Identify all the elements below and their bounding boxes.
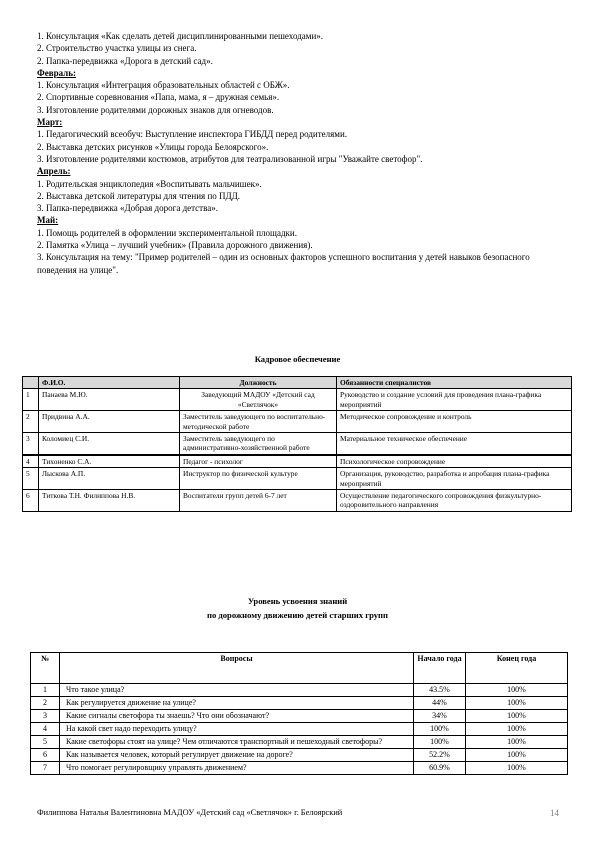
end-of-year-value: 100%: [466, 762, 568, 775]
end-of-year-value: 100%: [466, 723, 568, 736]
staff-table-header: [23, 377, 572, 389]
staff-number: 1: [23, 389, 39, 411]
plan-item: 2. Спортивные соревнования «Папа, мама, я – дружная семья».: [37, 92, 280, 103]
plan-item: 1. Педагогический всеобуч: Выступление инспектора ГИБДД перед родителями.: [37, 129, 348, 140]
knowledge-header-questions: Вопросы: [60, 653, 414, 684]
question-number: 3: [31, 710, 60, 723]
question-text: Какие светофоры стоят на улице? Чем отличаются транспортный и пешеходный светофоры?: [60, 736, 414, 749]
question-number: 2: [31, 697, 60, 710]
staff-duties: Методическое сопровождение и контроль: [337, 411, 572, 433]
staff-position: Инструктор по физической культуре: [180, 468, 337, 490]
knowledge-row: [31, 697, 568, 710]
end-of-year-value: 100%: [466, 749, 568, 762]
plan-item: 2. Памятка «Улица – лучший учебник» (Правила дорожного движения).: [37, 240, 313, 251]
staff-row: [23, 433, 572, 455]
parent-work-plan: [37, 30, 557, 276]
staff-duties: Осуществление педагогического сопровождения физкультурно-оздоровительного направления: [337, 490, 572, 512]
staff-name: Придвина А.А.: [39, 411, 180, 433]
staff-number: 2: [23, 411, 39, 433]
month-heading: Март:: [37, 117, 63, 128]
staff-section-title: Кадровое обеспечение: [254, 354, 341, 364]
knowledge-title-line2: по дорожному движению детей старших групп: [207, 610, 388, 620]
staff-row: [23, 490, 572, 512]
knowledge-row: [31, 710, 568, 723]
end-of-year-value: 100%: [466, 697, 568, 710]
start-of-year-value: 60.9%: [414, 762, 466, 775]
question-number: 4: [31, 723, 60, 736]
knowledge-row: [31, 736, 568, 749]
staff-number: 3: [23, 433, 39, 455]
staff-position: Педагог - психолог: [180, 455, 337, 468]
plan-item: 2. Выставка детской литературы для чтения по ПДД.: [37, 190, 241, 201]
staff-header-name: Ф.И.О.: [39, 377, 180, 389]
question-text: Что помогает регулировщику управлять движением?: [60, 762, 414, 775]
plan-item: 3. Изготовление родителями дорожных знаков для огневодов.: [37, 104, 274, 115]
staff-header-duties: Обязанности специалистов: [337, 377, 572, 389]
question-text: Как называется человек, который регулирует движение на дороге?: [60, 749, 414, 762]
question-number: 6: [31, 749, 60, 762]
question-text: Как регулируется движение на улице?: [60, 697, 414, 710]
month-heading: Май:: [37, 215, 59, 226]
staff-duties: Психологическое сопровождение: [337, 455, 572, 468]
start-of-year-value: 100%: [414, 736, 466, 749]
staff-number: 5: [23, 468, 39, 490]
knowledge-header-start: Начало года: [414, 653, 466, 684]
plan-item: 2. Папка-передвижка «Дорога в детский сад».: [37, 55, 213, 66]
start-of-year-value: 52.2%: [414, 749, 466, 762]
staff-position: Заместитель заведующего по административно-хозяйственной работе: [180, 433, 337, 455]
plan-item: 1. Консультация «Как сделать детей дисциплинированными пешеходами».: [37, 31, 324, 41]
question-number: 7: [31, 762, 60, 775]
month-heading: Февраль:: [37, 67, 76, 78]
knowledge-table-header: [31, 653, 568, 684]
plan-item: 1. Родительская энциклопедия «Воспитывать мальчишек».: [37, 178, 262, 189]
question-number: 5: [31, 736, 60, 749]
question-text: На какой свет надо переходить улицу?: [60, 723, 414, 736]
plan-item: 3. Изготовление родителями костюмов, атрибутов для театрализованной игры "Уважайте светофор".: [37, 153, 423, 164]
staff-position: Заведующий МАДОУ «Детский сад «Светлячок»: [180, 389, 337, 411]
staff-name: Лыскова А.П.: [39, 468, 180, 490]
staff-name: Коломиец С.И.: [39, 433, 180, 455]
plan-item: 2. Строительство участка улицы из снега.: [37, 43, 197, 54]
start-of-year-value: 44%: [414, 697, 466, 710]
staff-row: [23, 455, 572, 468]
staff-row: [23, 389, 572, 411]
plan-item: 3. Папка-передвижка «Добрая дорога детства».: [37, 203, 218, 214]
start-of-year-value: 43.5%: [414, 684, 466, 697]
staff-name: Титкова Т.Н. Филиппова Н.В.: [39, 490, 180, 512]
staff-name: Панаева М.Ю.: [39, 389, 180, 411]
staff-row: [23, 411, 572, 433]
knowledge-title-line1: Уровень усвоения знаний: [247, 596, 348, 606]
staff-number: 6: [23, 490, 39, 512]
end-of-year-value: 100%: [466, 684, 568, 697]
knowledge-table: [30, 652, 568, 775]
plan-item: 2. Выставка детских рисунков «Улицы города Белоярского».: [37, 141, 269, 152]
knowledge-header-number: №: [31, 653, 60, 684]
staff-header-number: [23, 377, 39, 389]
plan-item: 1. Помощь родителей в оформлении экспериментальной площадки.: [37, 227, 297, 238]
question-text: Какие сигналы светофора ты знаешь? Что они обозначают?: [60, 710, 414, 723]
staff-duties: Материальное техническое обеспечение: [337, 433, 572, 455]
knowledge-header-end: Конец года: [466, 653, 568, 684]
knowledge-row: [31, 749, 568, 762]
plan-item: 1. Консультация «Интеграция образовательных областей с ОБЖ».: [37, 80, 290, 91]
staff-table: [22, 376, 572, 512]
end-of-year-value: 100%: [466, 710, 568, 723]
staff-position: Воспитатели групп детей 6-7 лет: [180, 490, 337, 512]
knowledge-row: [31, 684, 568, 697]
page-number: 14: [550, 808, 559, 818]
question-text: Что такое улица?: [60, 684, 414, 697]
question-number: 1: [31, 684, 60, 697]
end-of-year-value: 100%: [466, 736, 568, 749]
knowledge-row: [31, 723, 568, 736]
staff-header-position: Должность: [180, 377, 337, 389]
staff-name: Тихоненко С.А.: [39, 455, 180, 468]
month-heading: Апрель:: [37, 166, 71, 177]
staff-duties: Организация, руководство, разработка и апробация плана-графика мероприятий: [337, 468, 572, 490]
knowledge-row: [31, 762, 568, 775]
staff-position: Заместитель заведующего по воспитательно-методической работе: [180, 411, 337, 433]
staff-number: 4: [23, 455, 39, 468]
plan-item: 3. Консультация на тему: "Пример родителей – один из основных факторов успешного воспитания у детей навыков безопасного поведения на улице".: [37, 252, 530, 275]
start-of-year-value: 100%: [414, 723, 466, 736]
start-of-year-value: 34%: [414, 710, 466, 723]
staff-row: [23, 468, 572, 490]
staff-duties: Руководство и создание условий для проведения плана-графика мероприятий: [337, 389, 572, 411]
page-footer: Филиппова Наталья Валентиновна МАДОУ «Детский сад «Светлячок» г. Белоярский: [37, 808, 343, 817]
